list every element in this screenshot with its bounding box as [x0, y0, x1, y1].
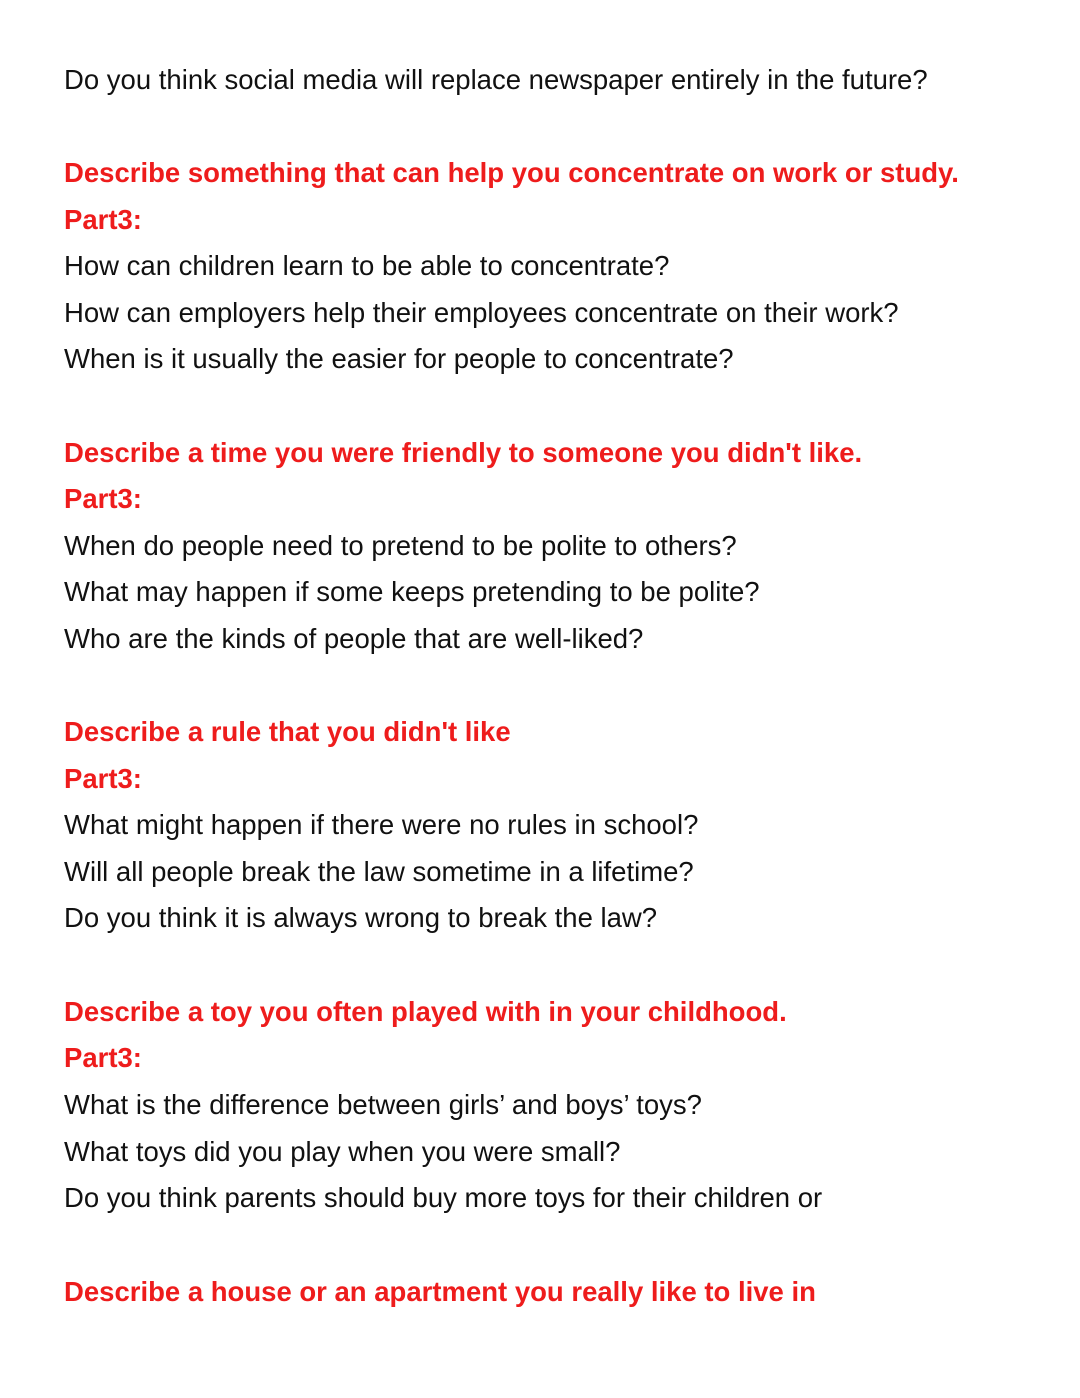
- intro-question: Do you think social media will replace newspaper entirely in the future?: [64, 64, 928, 95]
- section-title: Describe a house or an apartment you really like to live in: [64, 1276, 816, 1307]
- part-label: Part3:: [64, 483, 142, 514]
- question: How can employers help their employees concentrate on their work?: [64, 297, 899, 328]
- question: What might happen if there were no rules in school?: [64, 809, 699, 840]
- question: What is the difference between girls’ and boys’ toys?: [64, 1089, 702, 1120]
- part-label: Part3:: [64, 204, 142, 235]
- part-label: Part3:: [64, 1042, 142, 1073]
- part-label: Part3:: [64, 763, 142, 794]
- question: Will all people break the law sometime in a lifetime?: [64, 856, 694, 887]
- question: How can children learn to be able to concentrate?: [64, 250, 670, 281]
- question: Who are the kinds of people that are well-liked?: [64, 623, 644, 654]
- section-title: Describe a rule that you didn't like: [64, 716, 511, 747]
- question: Do you think it is always wrong to break the law?: [64, 902, 658, 933]
- question: What toys did you play when you were small?: [64, 1136, 621, 1167]
- question: Do you think parents should buy more toys for their children or: [64, 1182, 823, 1213]
- question: When do people need to pretend to be polite to others?: [64, 530, 737, 561]
- question: What may happen if some keeps pretending to be polite?: [64, 576, 760, 607]
- section-title: Describe something that can help you concentrate on work or study.: [64, 157, 959, 188]
- section-title: Describe a toy you often played with in your childhood.: [64, 996, 787, 1027]
- question: When is it usually the easier for people to concentrate?: [64, 343, 734, 374]
- section-title: Describe a time you were friendly to someone you didn't like.: [64, 437, 863, 468]
